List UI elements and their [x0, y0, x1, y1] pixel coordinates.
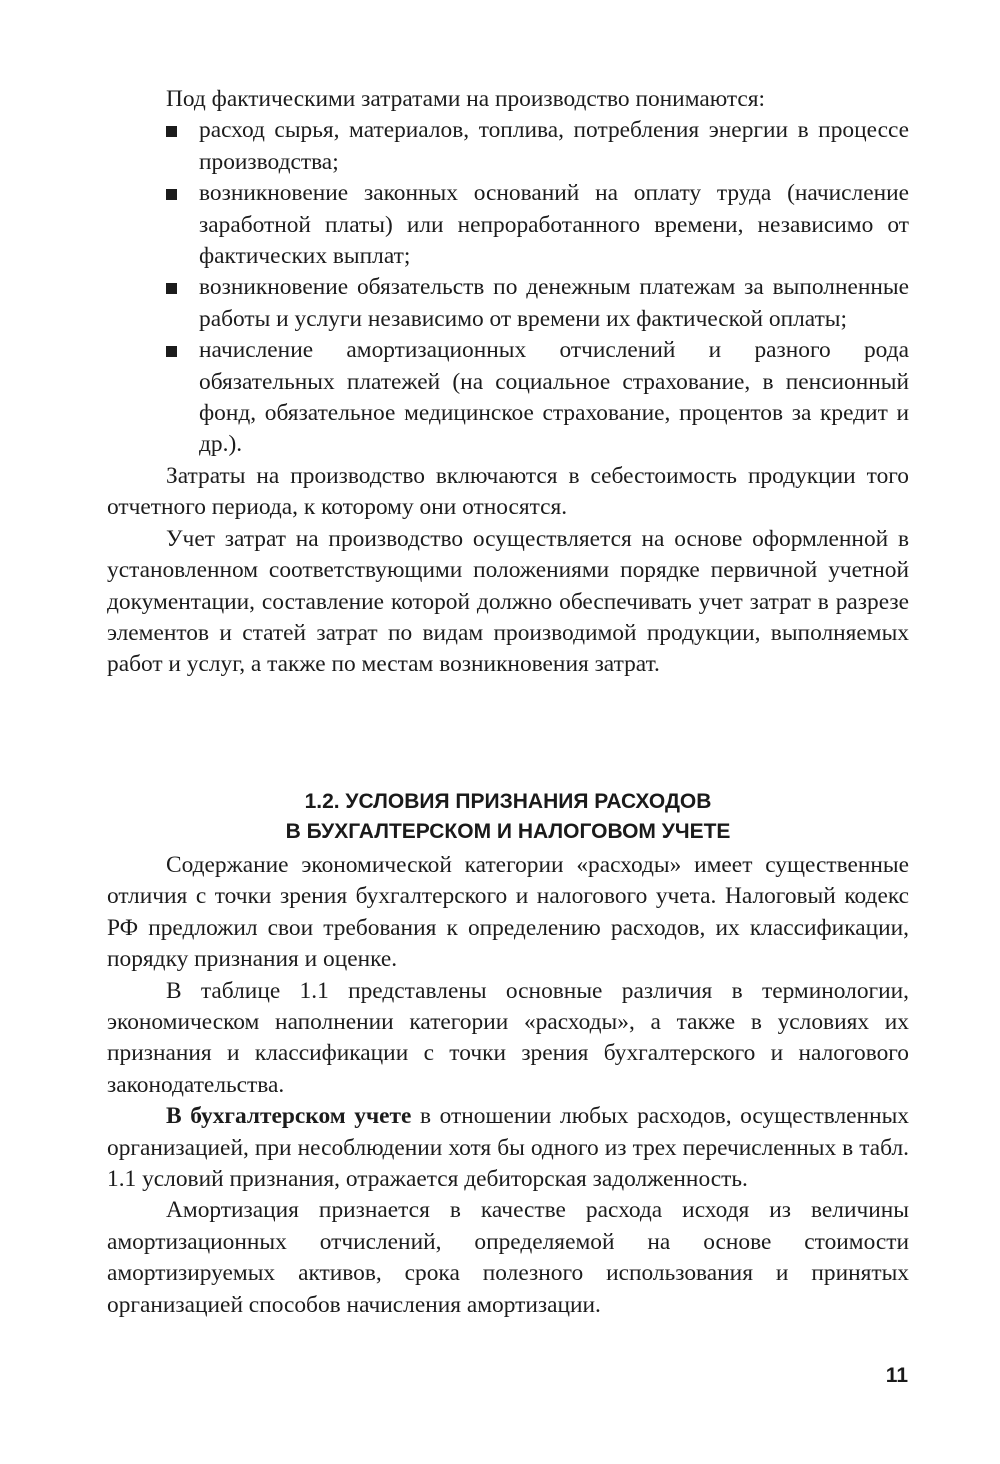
- list-item: [107, 272, 909, 335]
- section-title-line-1: 1.2. УСЛОВИЯ ПРИЗНАНИЯ РАСХОДОВ: [304, 790, 712, 813]
- section-title-line-2: В БУХГАЛТЕРСКОМ И НАЛОГОВОМ УЧЕТЕ: [285, 820, 731, 843]
- page-number: 11: [885, 1364, 908, 1387]
- list-item-text: возникновение обязательств по денежным платежам за выполненные работы и услуги независимо от времени их фактической оплаты;: [199, 274, 909, 332]
- list-item: [107, 115, 909, 178]
- bullet-square-icon: [166, 346, 177, 357]
- bullet-square-icon: [166, 126, 177, 137]
- paragraph-bookkeeping: [107, 1101, 909, 1195]
- list-item-text: начисление амортизационных отчислений и разного рода обязательных платежей (на социальное страхование, в пенсионный фонд, обязательное медицинское страхование, процентов за кредит и др.).: [199, 337, 909, 458]
- expense-list: [107, 115, 909, 460]
- list-item-text: расход сырья, материалов, топлива, потребления энергии в процессе производства;: [199, 117, 909, 175]
- list-item-text: возникновение законных оснований на оплату труда (начисление заработной платы) или непроработанного времени, независимо от фактических выплат;: [199, 180, 909, 270]
- intro-lead: Под фактическими затратами на производство понимаются:: [166, 86, 766, 112]
- paragraph-depreciation: Амортизация признается в качестве расхода исходя из величины амортизационных отчислений, определяемой на основе стоимости амортизируемых активов, срока полезного использования и принятых организацией способов начисления амортизации.: [107, 1197, 909, 1318]
- paragraph-table-reference: В таблице 1.1 представлены основные различия в терминологии, экономическом наполнении категории «расходы», а также в условиях их признания и классификации с точки зрения бухгалтерского и налогового законодательства.: [107, 977, 909, 1098]
- paragraph-bold-lead: В бухгалтерском учете: [166, 1103, 412, 1130]
- section-body: [107, 850, 909, 1321]
- bullet-square-icon: [166, 189, 177, 200]
- bullet-square-icon: [166, 283, 177, 294]
- paragraph-bookkeeping-text: в отношении любых расходов, осуществленных организацией, при несоблюдении хотя бы одного из трех перечисленных в табл. 1.1 условий признания, отражается дебиторская задолженность.: [107, 1103, 910, 1193]
- paragraph-accounting: Учет затрат на производство осуществляется на основе оформленной в установленном соответствующими положениями порядке первичной учетной документации, составление которой должно обеспечивать учет затрат в разрезе элементов и статей затрат по видам производимой продукции, выполняемых работ и услуг, а также по местам возникновения затрат.: [107, 525, 909, 678]
- section-title: [107, 787, 909, 847]
- paragraph-expense-category: Содержание экономической категории «расходы» имеет существенные отличия с точки зрения бухгалтерского и налогового учета. Налоговый кодекс РФ предложил свои требования к определению расходов, их классификации, порядку признания и оценке.: [107, 852, 909, 973]
- list-item: [107, 178, 909, 272]
- intro-block: [107, 84, 909, 681]
- list-item: [107, 335, 909, 461]
- paragraph-inclusion: Затраты на производство включаются в себестоимость продукции того отчетного периода, к которому они относятся.: [107, 462, 909, 521]
